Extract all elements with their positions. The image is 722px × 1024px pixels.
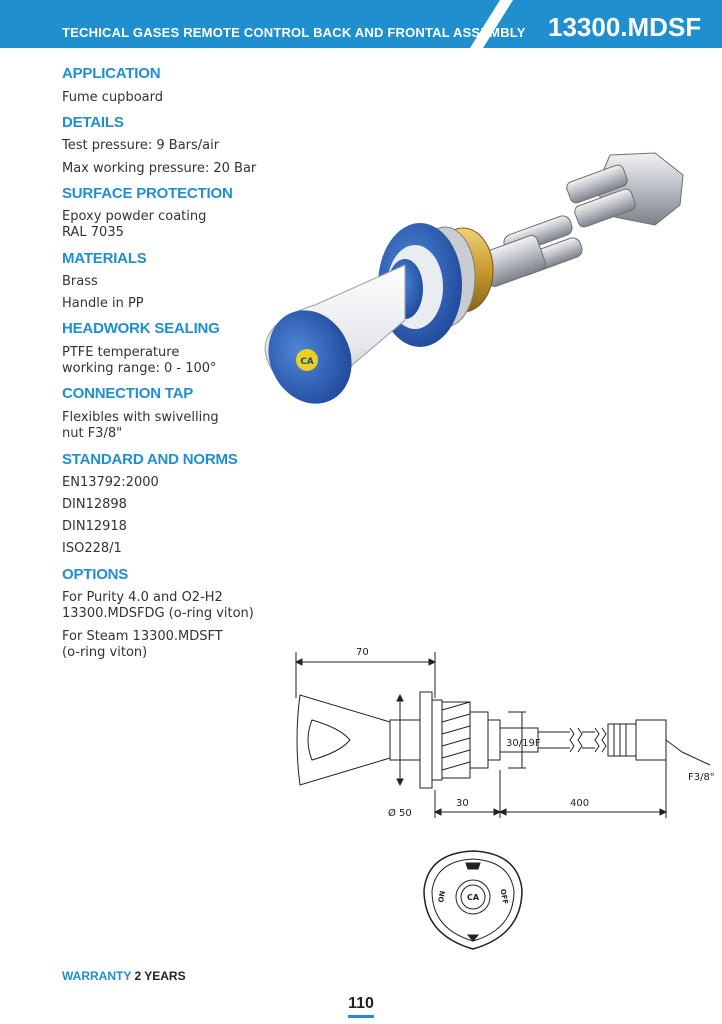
technical-drawing <box>290 640 722 825</box>
standard-3: DIN12918 <box>62 519 127 534</box>
heading-details: DETAILS <box>62 114 124 131</box>
application-text: Fume cupboard <box>62 90 163 105</box>
header-title: TECHICAL GASES REMOTE CONTROL BACK AND FRONTAL ASSEMBLY <box>62 25 526 40</box>
dim-diameter: Ø 50 <box>388 808 412 819</box>
heading-connection-tap: CONNECTION TAP <box>62 385 194 402</box>
headwork-line-1: PTFE temperature <box>62 345 180 360</box>
swivel-nut-icon <box>565 153 683 229</box>
heading-standards: STANDARD AND NORMS <box>62 451 238 468</box>
heading-headwork-sealing: HEADWORK SEALING <box>62 320 220 337</box>
standard-2: DIN12898 <box>62 497 127 512</box>
flexible-hose-icon <box>479 214 585 289</box>
dim-overall: 70 <box>356 647 369 658</box>
heading-options: OPTIONS <box>62 566 129 583</box>
warranty-label: WARRANTY <box>62 969 132 983</box>
surface-line-2: RAL 7035 <box>62 225 124 240</box>
dim-body: 30 <box>456 798 469 809</box>
connection-line-2: nut F3/8" <box>62 426 123 441</box>
options-line-2: 13300.MDSFDG (o-ring viton) <box>62 606 254 621</box>
warranty <box>62 969 186 983</box>
cap-label: CA <box>300 357 314 367</box>
heading-surface-protection: SURFACE PROTECTION <box>62 185 233 202</box>
front-view-drawing <box>418 845 528 955</box>
page-number: 110 <box>348 995 374 1012</box>
surface-line-1: Epoxy powder coating <box>62 209 207 224</box>
product-code: 13300.MDSF <box>548 12 702 42</box>
materials-line-2: Handle in PP <box>62 296 144 311</box>
details-max-pressure: Max working pressure: 20 Bar <box>62 161 257 176</box>
standard-4: ISO228/1 <box>62 541 122 556</box>
page-number-underline <box>348 1015 374 1018</box>
page-header <box>0 0 722 48</box>
heading-application: APPLICATION <box>62 65 161 82</box>
dim-hose: 400 <box>570 798 590 809</box>
front-off-label: OFF <box>498 888 510 905</box>
product-render <box>255 135 695 445</box>
front-center-label: CA <box>466 893 480 902</box>
dim-nut: F3/8" <box>688 772 715 783</box>
materials-line-1: Brass <box>62 274 98 289</box>
warranty-value: 2 YEARS <box>134 969 186 983</box>
connection-line-1: Flexibles with swivelling <box>62 410 219 425</box>
options-line-4: (o-ring viton) <box>62 645 148 660</box>
heading-materials: MATERIALS <box>62 250 147 267</box>
headwork-line-2: working range: 0 - 100° <box>62 361 217 376</box>
details-test-pressure: Test pressure: 9 Bars/air <box>62 138 220 153</box>
options-line-3: For Steam 13300.MDSFT <box>62 629 223 644</box>
dim-thread: 30/19F <box>506 738 541 749</box>
options-line-1: For Purity 4.0 and O2-H2 <box>62 590 223 605</box>
standard-1: EN13792:2000 <box>62 475 159 490</box>
front-on-label: ON <box>437 890 447 904</box>
